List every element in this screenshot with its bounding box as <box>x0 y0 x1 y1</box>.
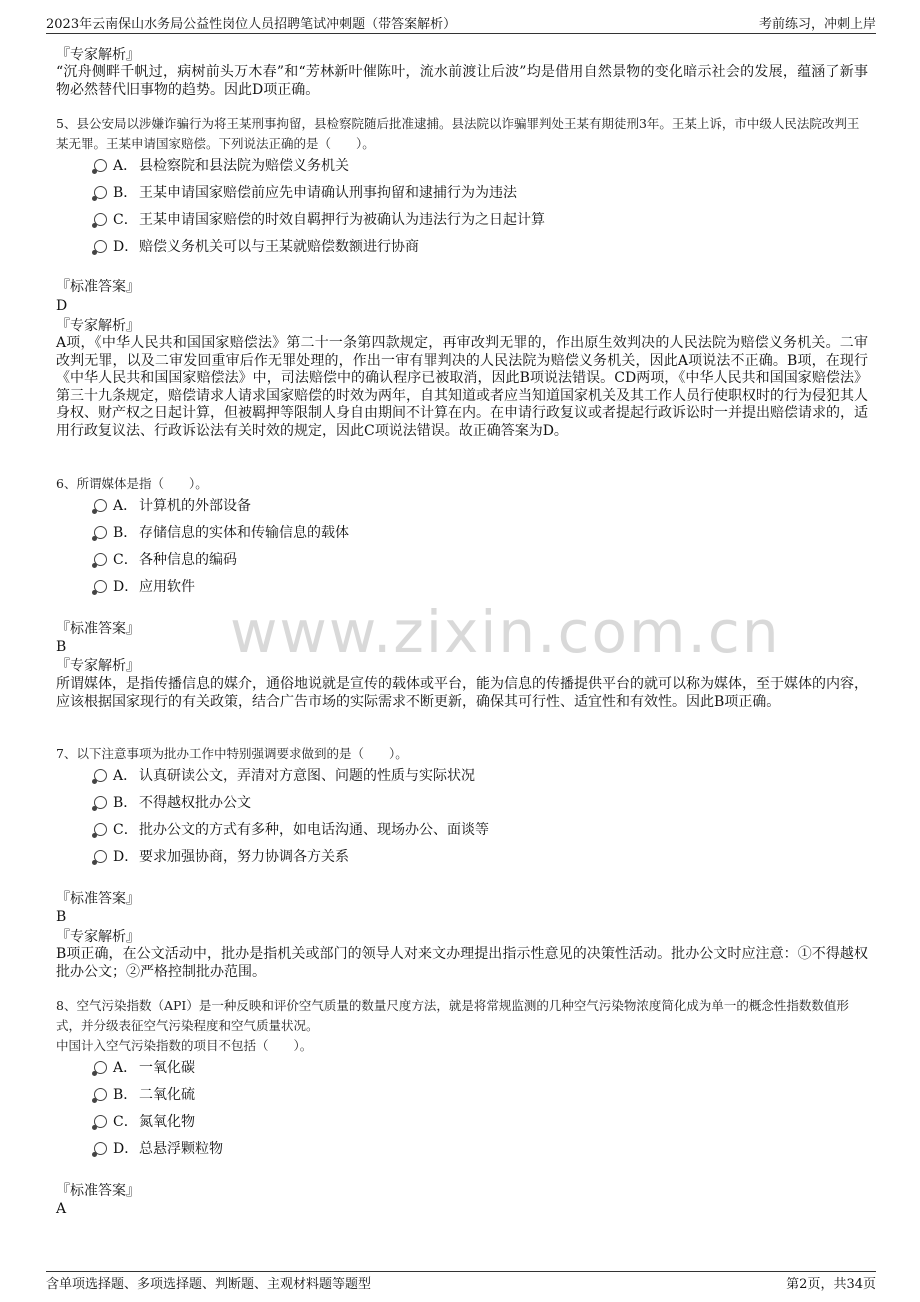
option-d[interactable]: D．总悬浮颗粒物 <box>94 1139 223 1159</box>
option-b[interactable]: B． 二氧化硫 <box>94 1085 195 1105</box>
analysis-text: A项，《中华人民共和国国家赔偿法》第二十一条第四款规定，再审改判无罪的，作出原生效判决的人民法院为赔偿义务机关。二审改判无罪，以及二审发回重审后作无罪处理的，作出一审有罪判决的人民法院为赔偿义务机关，因此A项说法不正确。B项，在现行《中华人民共和国国家赔偿法》中，司法赔偿中的确认程序已被取消，因此B项说法错误。CD两项，《中华人民共和国国家赔偿法》第三十九条规定，赔偿请求人请求国家赔偿的时效为两年，自其知道或者应当知道国家机关及其工作人员行使职权时的行为侵犯其人身权、财产权之日起计算，但被羁押等限制人身自由期间不计算在内。在申请行政复议或者提起行政诉讼时一并提出赔偿请求的，适用行政复议法、行政诉讼法有关时效的规定，因此C项说法错误。故正确答案为D。 <box>56 335 868 439</box>
radio-icon[interactable] <box>94 553 107 566</box>
option-b[interactable]: B． 不得越权批办公文 <box>94 793 251 813</box>
radio-icon[interactable] <box>94 1088 107 1101</box>
radio-icon[interactable] <box>94 1142 107 1155</box>
footer-note: 含单项选择题、多项选择题、判断题、主观材料题等题型 <box>46 1277 372 1292</box>
option-text: 认真研读公文，弄清对方意图、问题的性质与实际状况 <box>139 768 475 784</box>
answer-label: 『标准答案』 <box>56 279 140 295</box>
option-text: 王某申请国家赔偿的时效自羁押行为被确认为违法行为之日起计算 <box>139 212 545 228</box>
question-stem: 7、以下注意事项为批办工作中特别强调要求做到的是（ ）。 <box>56 746 408 761</box>
radio-icon[interactable] <box>94 499 107 512</box>
option-a[interactable]: A． 县检察院和县法院为赔偿义务机关 <box>94 156 349 176</box>
analysis-text: 所谓媒体，是指传播信息的媒介，通俗地说就是宣传的载体或平台，能为信息的传播提供平台的就可以称为媒体，至于媒体的内容，应该根据国家现行的有关政策，结合广告市场的实际需求不断更新，确保其可行性、适宜性和有效性。因此B项正确。 <box>56 676 868 710</box>
answer-label: 『标准答案』 <box>56 621 140 637</box>
analysis-text: “沉舟侧畔千帆过，病树前头万木春”和“芳林新叶催陈叶，流水前渡让后波”均是借用自然景物的变化暗示社会的发展，蕴涵了新事物必然替代旧事物的趋势。因此D项正确。 <box>56 64 868 98</box>
radio-icon[interactable] <box>94 526 107 539</box>
analysis-label: 『专家解析』 <box>56 47 140 63</box>
option-text: 计算机的外部设备 <box>139 498 251 514</box>
option-a[interactable]: A． 认真研读公文，弄清对方意图、问题的性质与实际状况 <box>94 766 475 786</box>
option-b[interactable]: B． 王某申请国家赔偿前应先申请确认刑事拘留和逮捕行为为违法 <box>94 183 517 203</box>
option-text: 应用软件 <box>139 579 195 595</box>
header-slogan: 考前练习，冲刺上岸 <box>758 17 876 32</box>
answer-value: B <box>56 639 67 655</box>
radio-icon[interactable] <box>94 850 107 863</box>
radio-icon[interactable] <box>94 1115 107 1128</box>
option-text: 王某申请国家赔偿前应先申请确认刑事拘留和逮捕行为为违法 <box>139 185 517 201</box>
radio-icon[interactable] <box>94 159 107 172</box>
option-text: 县检察院和县法院为赔偿义务机关 <box>139 158 349 174</box>
analysis-text: B项正确，在公文活动中，批办是指机关或部门的领导人对来文办理提出指示性意见的决策性活动。批办公文时应注意：①不得越权批办公文；②严格控制批办范围。 <box>56 946 868 980</box>
radio-icon[interactable] <box>94 823 107 836</box>
radio-icon[interactable] <box>94 796 107 809</box>
analysis-label: 『专家解析』 <box>56 318 140 334</box>
option-d[interactable]: D．赔偿义务机关可以与王某就赔偿数额进行协商 <box>94 237 419 257</box>
option-c[interactable]: C．氮氧化物 <box>94 1112 195 1132</box>
radio-icon[interactable] <box>94 1061 107 1074</box>
option-text: 二氧化硫 <box>139 1087 195 1103</box>
option-a[interactable]: A． 计算机的外部设备 <box>94 496 251 516</box>
option-c[interactable]: C．各种信息的编码 <box>94 550 237 570</box>
page-number: 第2页，共34页 <box>786 1277 876 1292</box>
option-d[interactable]: D．要求加强协商，努力协调各方关系 <box>94 847 349 867</box>
option-text: 不得越权批办公文 <box>139 795 251 811</box>
option-text: 存储信息的实体和传输信息的载体 <box>139 525 349 541</box>
option-text: 要求加强协商，努力协调各方关系 <box>139 849 349 865</box>
answer-value: B <box>56 909 67 925</box>
option-text: 氮氧化物 <box>139 1114 195 1130</box>
radio-icon[interactable] <box>94 240 107 253</box>
radio-icon[interactable] <box>94 580 107 593</box>
watermark: www.zixin.com.cn <box>230 598 781 666</box>
option-c[interactable]: C．王某申请国家赔偿的时效自羁押行为被确认为违法行为之日起计算 <box>94 210 545 230</box>
answer-value: D <box>56 298 68 314</box>
radio-icon[interactable] <box>94 769 107 782</box>
answer-label: 『标准答案』 <box>56 891 140 907</box>
page-footer <box>46 1271 876 1291</box>
option-text: 各种信息的编码 <box>139 552 237 568</box>
question-stem: 6、所谓媒体是指（ ）。 <box>56 476 208 491</box>
answer-label: 『标准答案』 <box>56 1183 140 1199</box>
radio-icon[interactable] <box>94 213 107 226</box>
question-stem: 8、空气污染指数（API）是一种反映和评价空气质量的数量尺度方法，就是将常规监测的几种空气污染物浓度简化成为单一的概念性指数数值形式，并分级表征空气污染程度和空气质量状况。 <box>56 998 849 1033</box>
option-a[interactable]: A． 一氧化碳 <box>94 1058 195 1078</box>
option-b[interactable]: B． 存储信息的实体和传输信息的载体 <box>94 523 349 543</box>
analysis-label: 『专家解析』 <box>56 929 140 945</box>
radio-icon[interactable] <box>94 186 107 199</box>
page-header <box>46 12 876 34</box>
option-text: 批办公文的方式有多种，如电话沟通、现场办公、面谈等 <box>139 822 489 838</box>
option-text: 一氧化碳 <box>139 1060 195 1076</box>
document-title: 2023年云南保山水务局公益性岗位人员招聘笔试冲刺题（带答案解析） <box>46 17 457 32</box>
option-text: 总悬浮颗粒物 <box>139 1141 223 1157</box>
analysis-label: 『专家解析』 <box>56 658 140 674</box>
answer-value: A <box>56 1201 67 1217</box>
option-text: 赔偿义务机关可以与王某就赔偿数额进行协商 <box>139 239 419 255</box>
question-stem: 5、县公安局以涉嫌诈骗行为将王某刑事拘留，县检察院随后批准逮捕。县法院以诈骗罪判处王某有期徒刑3年。王某上诉，市中级人民法院改判王某无罪。王某申请国家赔偿。下列说法正确的是（ ）。 <box>56 116 860 151</box>
option-d[interactable]: D．应用软件 <box>94 577 195 597</box>
question-stem-sub: 中国计入空气污染指数的项目不包括（ ）。 <box>56 1038 313 1053</box>
option-c[interactable]: C．批办公文的方式有多种，如电话沟通、现场办公、面谈等 <box>94 820 489 840</box>
